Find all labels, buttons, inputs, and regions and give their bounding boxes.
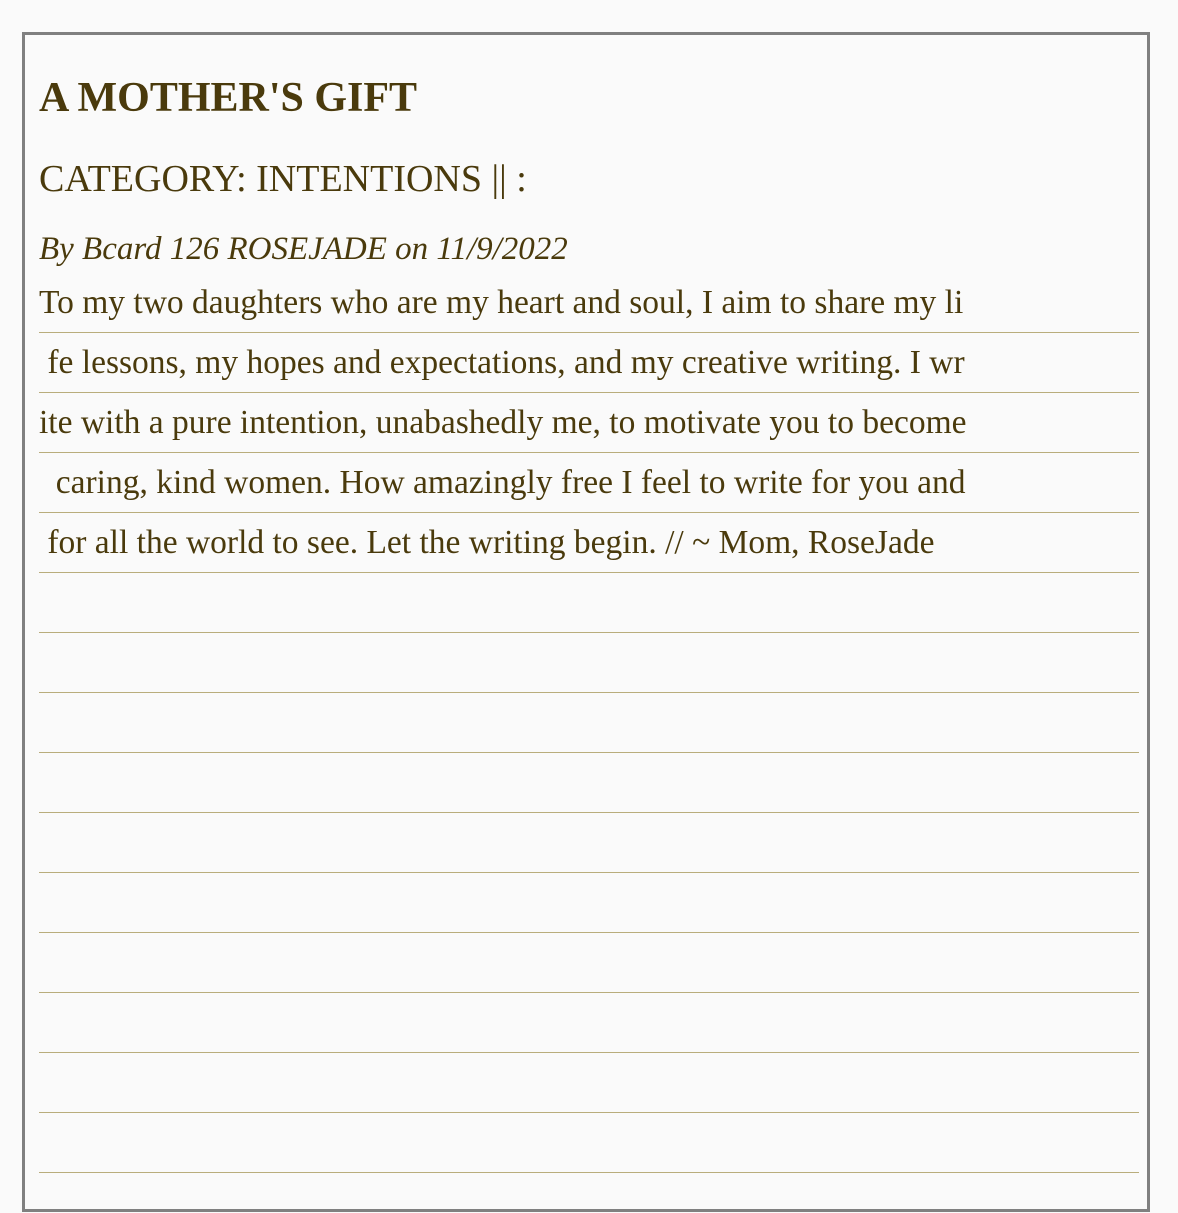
body-line: ite with a pure intention, unabashedly me, to motivate you to become (39, 404, 967, 441)
post-body (39, 273, 1139, 573)
ruled-paper (39, 273, 1139, 1213)
body-line: fe lessons, my hopes and expectations, and my creative writing. I wr (39, 344, 965, 381)
journal-card (22, 32, 1150, 1212)
body-line: caring, kind women. How amazingly free I feel to write for you and (39, 464, 966, 501)
body-line: To my two daughters who are my heart and soul, I aim to share my li (39, 284, 964, 321)
post-byline: By Bcard 126 ROSEJADE on 11/9/2022 (39, 231, 568, 267)
body-line: for all the world to see. Let the writing begin. // ~ Mom, RoseJade (39, 524, 935, 561)
post-title: A MOTHER'S GIFT (39, 75, 418, 121)
post-category: CATEGORY: INTENTIONS || : (39, 158, 527, 200)
